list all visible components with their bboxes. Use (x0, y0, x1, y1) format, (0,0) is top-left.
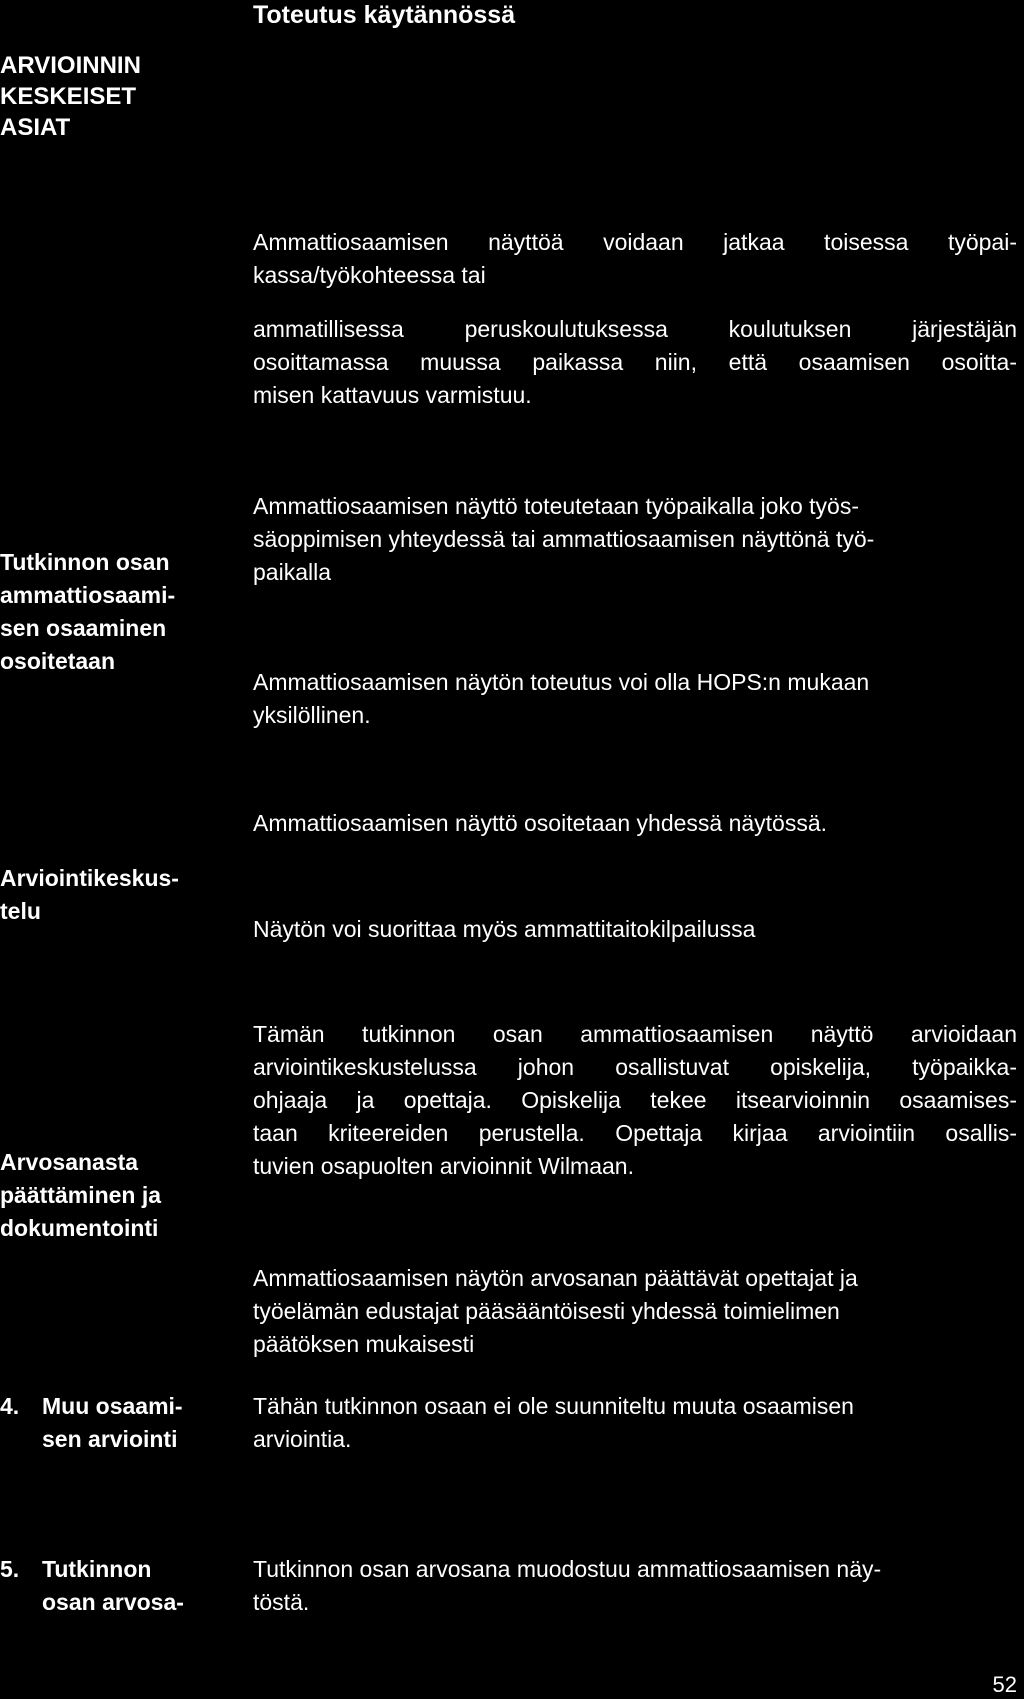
label-line: ammattiosaami- (0, 582, 176, 608)
label-line: Tutkinnon osan (0, 549, 170, 575)
text-line: Tähän tutkinnon osaan ei ole suunniteltu muuta osaamisen (253, 1393, 854, 1419)
label-line: Arvosanasta (0, 1149, 139, 1175)
label-line: osoitetaan (0, 648, 116, 674)
label-line: Arviointikeskus- (0, 865, 179, 891)
column-header-arvioinnin-keskeiset-asiat (0, 50, 141, 143)
header-line: ARVIOINNIN (0, 52, 141, 79)
text-line: paikalla (253, 559, 331, 585)
label-line: päättäminen ja (0, 1182, 162, 1208)
paragraph-ammattitaitokilpailu (253, 913, 755, 946)
text-line: työelämän edustajat pääsääntöisesti yhdessä toimielimen (253, 1298, 840, 1324)
text-line: tuvien osapuolten arvioinnit Wilmaan. (253, 1153, 634, 1179)
text-line: misen kattavuus varmistuu. (253, 382, 532, 408)
paragraph-muu-arviointi (253, 1390, 854, 1456)
label-line: telu (0, 898, 41, 924)
header-line: ASIAT (0, 114, 71, 141)
label-line: Muu osaami- (42, 1393, 183, 1419)
paragraph-yhdessa-naytossa (253, 807, 827, 840)
text-line: Ammattiosaamisen näyttöä voidaan jatkaa toisessa työpai- (253, 229, 1017, 255)
label-tutkinnon-osan-arvosana (0, 1553, 184, 1619)
text-line: Ammattiosaamisen näytön arvosanan päättävät opettajat ja (253, 1265, 858, 1291)
text-line: Tutkinnon osan arvosana muodostuu ammattiosaamisen näy- (253, 1556, 882, 1582)
text-line: arviointikeskustelussa johon osallistuvat opiskelija, työpaikka- (253, 1054, 1017, 1080)
text-line: osoittamassa muussa paikassa niin, että osaamisen osoitta- (253, 349, 1017, 375)
paragraph-naytto-hops (253, 666, 869, 732)
text-line: kassa/työkohteessa tai (253, 262, 486, 288)
label-arvosanasta-paattaminen (0, 1146, 161, 1245)
text-line: Ammattiosaamisen näyttö osoitetaan yhdessä näytössä. (253, 810, 828, 836)
text-line: arviointia. (253, 1426, 352, 1452)
text-line: töstä. (253, 1589, 310, 1615)
text-line: Tämän tutkinnon osan ammattiosaamisen näyttö arvioidaan (253, 1021, 1017, 1047)
text-line: päätöksen mukaisesti (253, 1331, 475, 1357)
column-header-toteutus: Toteutus käytännössä (253, 1, 516, 29)
paragraph-arvosana-muodostuu (253, 1553, 881, 1619)
paragraph-ammatillisessa (253, 313, 1017, 412)
label-line: sen arviointi (42, 1426, 178, 1452)
paragraph-nayttoa-jatkaa (253, 226, 1017, 292)
label-line: sen osaaminen (0, 615, 167, 641)
text-line: säoppimisen yhteydessä tai ammattiosaamisen näyttönä työ- (253, 526, 875, 552)
text-line: yksilöllinen. (253, 702, 371, 728)
text-line: Ammattiosaamisen näytön toteutus voi olla HOPS:n mukaan (253, 669, 870, 695)
page-number: 52 (992, 1672, 1017, 1697)
label-arviointikeskustelu (0, 862, 179, 928)
text-line: ammatillisessa peruskoulutuksessa koulutuksen järjestäjän (253, 316, 1017, 342)
paragraph-arviointikeskustelussa (253, 1018, 1017, 1183)
text-line: taan kriteereiden perustella. Opettaja kirjaa arviointiin osallis- (253, 1120, 1017, 1146)
text-line: ohjaaja ja opettaja. Opiskelija tekee itsearvioinnin osaamises- (253, 1087, 1017, 1113)
header-line: KESKEISET (0, 83, 137, 110)
label-line: Tutkinnon (42, 1556, 152, 1582)
label-tutkinnon-osan-osaaminen (0, 546, 175, 678)
section-number: 4. (0, 1393, 20, 1419)
text-line: Ammattiosaamisen näyttö toteutetaan työpaikalla joko työs- (253, 493, 859, 519)
label-line: dokumentointi (0, 1215, 159, 1241)
label-line: osan arvosa- (42, 1589, 184, 1615)
label-muu-osaamisen-arviointi (0, 1390, 183, 1456)
paragraph-naytto-tyopaikalla (253, 490, 874, 589)
text-line: Näytön voi suorittaa myös ammattitaitokilpailussa (253, 916, 756, 942)
section-number: 5. (0, 1556, 20, 1582)
paragraph-arvosanan-paattavat (253, 1262, 858, 1361)
